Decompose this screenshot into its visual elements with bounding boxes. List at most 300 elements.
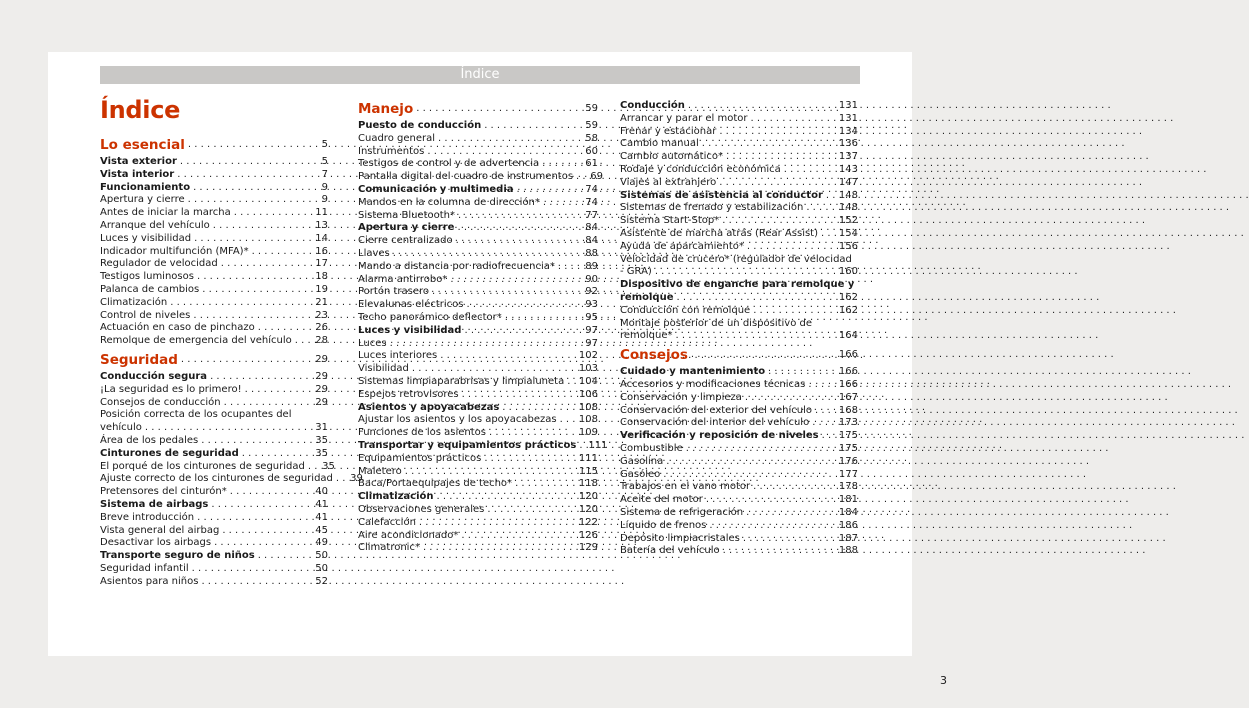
toc-page-number: 40 bbox=[315, 486, 328, 498]
toc-dot-leader bbox=[197, 512, 307, 525]
toc-dot-leader bbox=[502, 402, 576, 415]
toc-entry[interactable] bbox=[100, 512, 328, 525]
toc-page-number: 120 bbox=[578, 491, 598, 503]
toc-page-number: 11 bbox=[315, 207, 328, 219]
toc-entry[interactable] bbox=[100, 435, 328, 448]
toc-entry[interactable] bbox=[100, 194, 328, 207]
toc-entry-title: Mandos en la columna de dirección* bbox=[358, 196, 540, 208]
toc-page-number: 29 bbox=[315, 383, 328, 395]
toc-dot-leader bbox=[666, 456, 836, 469]
toc-page-number: 108 bbox=[578, 414, 598, 426]
toc-dot-leader bbox=[193, 310, 307, 323]
toc-entry-title: Aceite del motor bbox=[620, 494, 703, 506]
toc-dot-leader bbox=[484, 453, 576, 466]
toc-entry[interactable] bbox=[358, 530, 598, 543]
toc-page-number: 29 bbox=[315, 396, 328, 408]
toc-dot-leader bbox=[145, 422, 307, 435]
toc-entry-title: Conservación y limpieza bbox=[620, 391, 742, 403]
toc-entry[interactable] bbox=[100, 271, 328, 284]
toc-entry[interactable] bbox=[620, 417, 858, 430]
toc-page-number: 131 bbox=[838, 112, 858, 124]
toc-entry[interactable] bbox=[358, 133, 598, 146]
toc-entry[interactable] bbox=[358, 414, 598, 427]
toc-entry[interactable] bbox=[358, 120, 598, 133]
toc-dot-leader bbox=[213, 220, 307, 233]
toc-entry[interactable] bbox=[358, 299, 598, 312]
toc-entry[interactable] bbox=[100, 258, 328, 271]
toc-entry[interactable] bbox=[620, 266, 858, 279]
toc-entry[interactable] bbox=[358, 453, 598, 466]
toc-entry[interactable] bbox=[358, 312, 598, 325]
toc-entry[interactable] bbox=[620, 215, 858, 228]
toc-dot-leader bbox=[258, 550, 307, 563]
toc-entry-title: Luces bbox=[358, 337, 387, 349]
toc-entry[interactable] bbox=[620, 481, 858, 494]
toc-page-number: 103 bbox=[578, 363, 598, 375]
toc-page-number: 9 bbox=[321, 181, 328, 193]
toc-section-heading[interactable] bbox=[100, 136, 328, 154]
toc-entry[interactable] bbox=[358, 350, 598, 363]
toc-entry[interactable] bbox=[620, 113, 858, 126]
toc-entry[interactable] bbox=[358, 222, 598, 235]
toc-entry-title: Funcionamiento bbox=[100, 181, 191, 193]
toc-page-number: 111 bbox=[578, 452, 598, 464]
toc-page-number: 160 bbox=[838, 266, 858, 278]
toc-entry[interactable] bbox=[620, 405, 858, 418]
toc-entry-title: Alarma antirrobo* bbox=[358, 273, 448, 285]
toc-entry-title: Sistemas de asistencia al conductor bbox=[620, 189, 823, 201]
toc-page-number: 186 bbox=[838, 519, 858, 531]
toc-entry[interactable] bbox=[620, 126, 858, 139]
toc-dot-leader bbox=[222, 525, 307, 538]
toc-dot-leader bbox=[440, 350, 576, 363]
toc-page-number: 115 bbox=[578, 465, 598, 477]
toc-dot-leader bbox=[719, 177, 836, 190]
toc-entry-title: Espejos retrovisores bbox=[358, 388, 459, 400]
toc-page-number: 31 bbox=[315, 422, 328, 434]
toc-dot-leader bbox=[201, 576, 307, 589]
toc-entry-title: Sistema Start-Stop* bbox=[620, 215, 720, 227]
toc-entry[interactable] bbox=[358, 478, 598, 491]
toc-dot-leader bbox=[489, 427, 576, 440]
toc-page-number: 84 bbox=[585, 235, 598, 247]
toc-entry[interactable] bbox=[620, 456, 858, 469]
toc-entry[interactable] bbox=[100, 448, 328, 461]
toc-entry[interactable] bbox=[620, 254, 858, 267]
toc-page-number: 164 bbox=[838, 330, 858, 342]
toc-page-number: 178 bbox=[838, 481, 858, 493]
toc-page-number: 129 bbox=[578, 542, 598, 554]
toc-entry[interactable] bbox=[100, 486, 328, 499]
toc-entry-title: Apertura y cierre bbox=[358, 222, 455, 234]
toc-section-heading[interactable] bbox=[358, 100, 598, 118]
toc-dot-leader bbox=[201, 435, 307, 448]
toc-page-number: 29 bbox=[315, 353, 328, 365]
toc-dot-leader bbox=[412, 363, 576, 376]
toc-entry[interactable] bbox=[358, 184, 598, 197]
toc-entry[interactable] bbox=[620, 305, 858, 318]
toc-entry-title: Cinturones de seguridad bbox=[100, 447, 239, 459]
toc-page-number: 166 bbox=[838, 349, 858, 361]
toc-entry-title: Apertura y cierre bbox=[100, 194, 185, 206]
toc-entry-title: Trabajos en el vano motor bbox=[620, 481, 751, 493]
toc-entry-title: Líquido de frenos bbox=[620, 519, 707, 531]
toc-entry[interactable] bbox=[100, 233, 328, 246]
toc-dot-leader bbox=[745, 392, 836, 405]
toc-entry-title: Conservación del exterior del vehículo bbox=[620, 404, 812, 416]
toc-column-2 bbox=[358, 100, 608, 555]
toc-entry[interactable] bbox=[358, 146, 598, 159]
toc-entry-title: Portón trasero bbox=[358, 286, 429, 298]
toc-entry-title: Depósito limpiacristales bbox=[620, 532, 740, 544]
toc-dot-leader bbox=[438, 133, 577, 146]
toc-page-number: 50 bbox=[315, 562, 328, 574]
toc-entry[interactable] bbox=[358, 542, 598, 555]
toc-dot-leader bbox=[210, 371, 307, 384]
toc-dot-leader bbox=[723, 545, 836, 558]
toc-entry-title: Observaciones generales bbox=[358, 503, 485, 515]
toc-page-number: 18 bbox=[315, 271, 328, 283]
toc-section-heading[interactable] bbox=[620, 346, 858, 364]
toc-dot-leader bbox=[242, 448, 307, 461]
toc-entry[interactable] bbox=[358, 427, 598, 440]
toc-entry-title: Climatización bbox=[358, 491, 434, 503]
toc-entry[interactable] bbox=[358, 389, 598, 402]
toc-entry-title: Cambio automático* bbox=[620, 151, 723, 163]
toc-page-number: 16 bbox=[315, 245, 328, 257]
toc-dot-leader bbox=[252, 246, 307, 259]
toc-dot-leader bbox=[808, 379, 836, 392]
toc-dot-leader bbox=[181, 351, 307, 369]
toc-entry-title: Rodaje y conducción económica bbox=[620, 163, 781, 175]
toc-entry-title: Transporte seguro de niños bbox=[100, 550, 255, 562]
toc-entry[interactable] bbox=[100, 460, 335, 474]
toc-entry-title: Antes de iniciar la marcha bbox=[100, 207, 231, 219]
toc-page-number: 187 bbox=[838, 532, 858, 544]
toc-entry-title: Indicador multifunción (MFA)* bbox=[100, 245, 249, 257]
toc-page-number: 41 bbox=[315, 498, 328, 510]
toc-entry-title: Elevalunas eléctricos bbox=[358, 299, 464, 311]
toc-entry[interactable] bbox=[620, 392, 858, 405]
toc-dot-leader bbox=[390, 338, 577, 351]
toc-entry-title: Lo esencial bbox=[100, 137, 185, 153]
toc-entry[interactable] bbox=[620, 279, 858, 292]
toc-page-number: 58 bbox=[585, 132, 598, 144]
toc-entry-title: Asistente de marcha atrás (Rear Assist) bbox=[620, 227, 819, 239]
toc-page-number: 21 bbox=[315, 296, 328, 308]
toc-entry[interactable] bbox=[100, 310, 328, 323]
toc-entry[interactable] bbox=[358, 261, 598, 274]
toc-entry-title: Puesto de conducción bbox=[358, 120, 482, 131]
toc-entry-title: Arranque del vehículo bbox=[100, 219, 210, 231]
toc-entry-title: Breve introducción bbox=[100, 511, 195, 523]
toc-entry[interactable] bbox=[358, 517, 598, 530]
toc-section-heading[interactable] bbox=[100, 351, 328, 369]
toc-entry-title: Luces y visibilidad bbox=[100, 232, 192, 244]
toc-entry[interactable] bbox=[100, 537, 328, 550]
toc-entry[interactable] bbox=[620, 469, 858, 482]
toc-entry[interactable] bbox=[620, 545, 858, 558]
toc-entry[interactable] bbox=[620, 430, 858, 443]
toc-entry-title: vehículo bbox=[100, 422, 142, 434]
toc-dot-leader bbox=[336, 473, 342, 486]
toc-page-number: 166 bbox=[838, 366, 858, 378]
toc-page-number: 137 bbox=[838, 151, 858, 163]
toc-entry-title: Sistemas de frenado y estabilización bbox=[620, 202, 804, 214]
toc-entry-title: Cierre centralizado bbox=[358, 235, 453, 247]
toc-entry[interactable] bbox=[620, 151, 858, 164]
toc-entry[interactable] bbox=[100, 207, 328, 220]
toc-page-number: 35 bbox=[315, 447, 328, 459]
toc-entry-title: Posición correcta de los ocupantes del bbox=[100, 409, 292, 421]
toc-entry[interactable] bbox=[620, 443, 858, 456]
toc-page-number: 84 bbox=[585, 222, 598, 234]
toc-entry[interactable] bbox=[100, 499, 328, 512]
toc-entry[interactable] bbox=[358, 402, 598, 415]
toc-dot-leader bbox=[768, 366, 836, 379]
toc-entry-title: Visibilidad bbox=[358, 363, 409, 375]
toc-entry-title: Baca/Portaequipajes de techo* bbox=[358, 478, 513, 490]
toc-entry[interactable] bbox=[620, 202, 858, 215]
toc-entry-title: Gasolina bbox=[620, 455, 664, 467]
toc-entry-title: Conducción con remolque bbox=[620, 304, 751, 316]
toc-entry-title: Cambio manual bbox=[620, 138, 699, 150]
toc-entry-title: Conducción segura bbox=[100, 370, 208, 382]
toc-page-number: 148 bbox=[838, 202, 858, 214]
toc-page-number: 95 bbox=[585, 311, 598, 323]
toc-entry[interactable] bbox=[620, 520, 858, 533]
toc-entry[interactable] bbox=[100, 384, 328, 397]
toc-dot-leader bbox=[234, 207, 307, 220]
toc-page-number: 104 bbox=[578, 375, 598, 387]
toc-entry[interactable] bbox=[100, 473, 363, 486]
toc-entry[interactable] bbox=[620, 379, 858, 392]
toc-entry-title: Sistema de airbags bbox=[100, 498, 209, 510]
toc-page-number: 23 bbox=[315, 309, 328, 321]
toc-entry[interactable] bbox=[620, 241, 858, 254]
toc-page-number: 69 bbox=[590, 171, 604, 183]
toc-entry-title: Vista interior bbox=[100, 168, 175, 180]
toc-page-number: 41 bbox=[315, 511, 328, 523]
toc-entry-title: Mando a distancia por radiofrecuencia* bbox=[358, 260, 555, 272]
toc-entry-title: Comunicación y multimedia bbox=[358, 183, 514, 195]
toc-entry[interactable] bbox=[620, 190, 858, 203]
toc-page-number: 59 bbox=[585, 103, 598, 114]
toc-page-number: 77 bbox=[585, 209, 598, 221]
toc-entry[interactable] bbox=[358, 363, 598, 376]
toc-entry[interactable] bbox=[100, 284, 328, 297]
toc-page-number: 143 bbox=[838, 163, 858, 175]
toc-dot-leader bbox=[676, 330, 836, 343]
toc-dot-leader bbox=[515, 478, 576, 491]
toc-entry-title: Vista general del airbag bbox=[100, 524, 220, 536]
toc-dot-leader bbox=[784, 164, 836, 177]
toc-entry[interactable] bbox=[620, 494, 858, 507]
toc-page-number: 35 bbox=[315, 434, 328, 446]
toc-entry-title: Testigos de control y de advertencia bbox=[358, 158, 540, 170]
toc-entry[interactable] bbox=[620, 330, 858, 343]
toc-entry[interactable] bbox=[100, 220, 328, 233]
toc-dot-leader bbox=[753, 305, 836, 318]
toc-dot-leader bbox=[826, 190, 836, 203]
toc-page-number: 162 bbox=[838, 304, 858, 316]
toc-entry[interactable] bbox=[620, 292, 858, 305]
toc-entry[interactable] bbox=[358, 210, 598, 223]
toc-entry[interactable] bbox=[358, 338, 598, 351]
toc-entry[interactable] bbox=[358, 274, 598, 287]
toc-entry[interactable] bbox=[100, 371, 328, 384]
toc-page-number: 167 bbox=[838, 391, 858, 403]
toc-entry[interactable] bbox=[100, 156, 328, 169]
toc-page-number: 35 bbox=[322, 460, 335, 472]
toc-page-number: 59 bbox=[585, 120, 598, 131]
toc-dot-leader bbox=[177, 169, 307, 182]
toc-entry-title: Combustible bbox=[620, 442, 683, 454]
toc-page-number: 102 bbox=[578, 350, 598, 362]
toc-dot-leader bbox=[192, 563, 307, 576]
toc-page-number: 49 bbox=[315, 537, 328, 549]
toc-entry[interactable] bbox=[620, 164, 858, 177]
toc-dot-leader bbox=[806, 202, 836, 215]
toc-page-number: 136 bbox=[838, 138, 858, 150]
toc-page-number: 109 bbox=[578, 427, 598, 439]
toc-page-number: 26 bbox=[315, 322, 328, 334]
toc-dot-leader bbox=[230, 486, 307, 499]
toc-dot-leader bbox=[193, 182, 307, 195]
toc-dot-leader bbox=[197, 271, 307, 284]
toc-page-number: 188 bbox=[838, 545, 858, 557]
toc-entry[interactable] bbox=[358, 235, 598, 248]
toc-page-number: 19 bbox=[315, 283, 328, 295]
toc-page-number: 74 bbox=[585, 183, 598, 195]
toc-entry-title: Equipamientos prácticos bbox=[358, 452, 482, 464]
toc-dot-leader bbox=[543, 197, 577, 210]
toc-entry[interactable] bbox=[358, 439, 608, 453]
toc-entry[interactable] bbox=[100, 246, 328, 259]
toc-entry[interactable] bbox=[100, 335, 328, 348]
toc-entry[interactable] bbox=[100, 576, 328, 589]
toc-column-1 bbox=[100, 136, 363, 589]
toc-entry-title: Montaje posterior de un dispositivo de bbox=[620, 317, 813, 329]
toc-dot-leader bbox=[170, 297, 307, 310]
toc-page-number: 14 bbox=[315, 232, 328, 244]
toc-page-number: 131 bbox=[838, 100, 858, 111]
toc-entry[interactable] bbox=[100, 397, 328, 410]
toc-dot-leader bbox=[691, 346, 836, 364]
toc-entry[interactable] bbox=[100, 182, 328, 195]
toc-page-number: 29 bbox=[315, 370, 328, 382]
toc-entry[interactable] bbox=[358, 466, 598, 479]
toc-entry-title: Vista exterior bbox=[100, 156, 177, 167]
toc-entry[interactable] bbox=[358, 376, 598, 389]
toc-entry[interactable] bbox=[620, 177, 858, 190]
toc-entry[interactable] bbox=[358, 197, 598, 210]
toc-dot-leader bbox=[462, 389, 576, 402]
toc-entry-title: Actuación en caso de pinchazo bbox=[100, 322, 255, 334]
toc-entry[interactable] bbox=[100, 322, 328, 335]
toc-entry-title: Consejos bbox=[620, 347, 688, 364]
toc-entry-title: Funciones de los asientos bbox=[358, 427, 486, 439]
toc-entry-title: Seguridad bbox=[100, 351, 178, 368]
toc-page-number: 17 bbox=[315, 258, 328, 270]
toc-dot-leader bbox=[747, 241, 836, 254]
toc-entry-title: Calefacción bbox=[358, 516, 416, 528]
toc-page-number: 106 bbox=[578, 388, 598, 400]
toc-entry[interactable] bbox=[620, 318, 858, 331]
toc-entry-title: Palanca de cambios bbox=[100, 283, 200, 295]
toc-page-number: 177 bbox=[838, 468, 858, 480]
toc-dot-leader bbox=[188, 136, 307, 154]
toc-entry-title: Remolque de emergencia del vehículo bbox=[100, 335, 292, 347]
toc-dot-leader bbox=[517, 184, 577, 197]
toc-entry[interactable] bbox=[620, 507, 858, 520]
toc-entry[interactable] bbox=[100, 525, 328, 538]
toc-dot-leader bbox=[702, 138, 836, 151]
toc-dot-leader bbox=[436, 491, 575, 504]
toc-dot-leader bbox=[706, 494, 836, 507]
toc-entry[interactable] bbox=[620, 228, 858, 241]
toc-page-number: 97 bbox=[585, 324, 598, 336]
toc-entry-title: Batería del vehículo bbox=[620, 545, 720, 557]
toc-entry-title: El porqué de los cinturones de seguridad bbox=[100, 460, 305, 472]
toc-entry[interactable] bbox=[358, 158, 598, 171]
toc-entry-title: ¡La seguridad es lo primero! bbox=[100, 383, 242, 395]
toc-column-3 bbox=[620, 100, 858, 558]
toc-entry[interactable] bbox=[358, 171, 604, 184]
toc-entry[interactable] bbox=[620, 138, 858, 151]
toc-entry[interactable] bbox=[358, 491, 598, 504]
toc-page-number: 13 bbox=[315, 219, 328, 231]
toc-entry-title: remolque bbox=[620, 291, 674, 303]
toc-entry[interactable] bbox=[358, 248, 598, 261]
toc-dot-leader bbox=[423, 542, 576, 555]
toc-entry[interactable] bbox=[100, 422, 328, 435]
toc-entry[interactable] bbox=[100, 169, 328, 182]
toc-entry[interactable] bbox=[100, 563, 328, 576]
toc-entry-title: Control de niveles bbox=[100, 309, 191, 321]
toc-entry[interactable] bbox=[358, 286, 598, 299]
toc-entry-title: Climatronic* bbox=[358, 542, 420, 554]
toc-entry-title: Ajustar los asientos y los apoyacabezas bbox=[358, 414, 557, 426]
toc-dot-leader bbox=[753, 481, 836, 494]
toc-page-number: 126 bbox=[578, 529, 598, 541]
toc-entry[interactable] bbox=[620, 366, 858, 379]
toc-entry[interactable] bbox=[100, 550, 328, 563]
toc-entry-title: Asientos y apoyacabezas bbox=[358, 401, 500, 413]
toc-dot-leader bbox=[812, 417, 836, 430]
toc-page-number: 111 bbox=[588, 439, 608, 451]
toc-entry[interactable] bbox=[358, 325, 598, 338]
toc-entry[interactable] bbox=[100, 409, 328, 422]
toc-dot-leader bbox=[211, 499, 307, 512]
toc-entry[interactable] bbox=[100, 297, 328, 310]
toc-page-number: 175 bbox=[838, 442, 858, 454]
toc-page-number: 154 bbox=[838, 227, 858, 239]
toc-entry-title: Desactivar los airbags bbox=[100, 537, 212, 549]
toc-entry-title: Pretensores del cinturón* bbox=[100, 486, 227, 498]
toc-dot-leader bbox=[542, 158, 577, 171]
toc-entry-title: Área de los pedales bbox=[100, 434, 199, 446]
toc-entry[interactable] bbox=[620, 100, 858, 113]
toc-entry[interactable] bbox=[620, 533, 858, 546]
toc-page-number: 90 bbox=[585, 273, 598, 285]
toc-page-number: 89 bbox=[585, 260, 598, 272]
toc-page-number: 122 bbox=[578, 516, 598, 528]
toc-entry[interactable] bbox=[358, 504, 598, 517]
toc-dot-leader bbox=[458, 210, 577, 223]
toc-dot-leader bbox=[295, 335, 307, 348]
toc-dot-leader bbox=[579, 440, 585, 453]
